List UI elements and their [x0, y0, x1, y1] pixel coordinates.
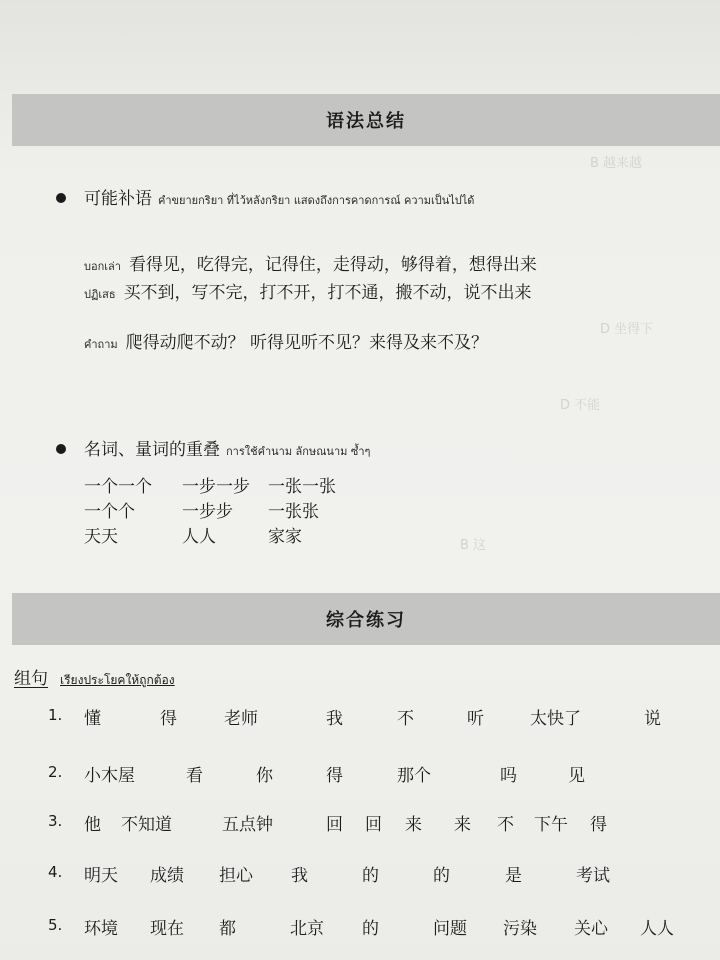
- word-tile: 都: [219, 919, 236, 939]
- bleed-through-text: B 这: [460, 538, 487, 553]
- row-text: 买不到，写不完，打不开，打不通，搬不动，说不出来: [123, 283, 532, 303]
- item-number: 2.: [48, 763, 63, 781]
- word-tile: 吗: [500, 766, 517, 786]
- bullet-icon: [56, 193, 66, 203]
- word-tile: 来: [454, 815, 471, 835]
- reduplication-cell: 一张张: [268, 502, 319, 522]
- section-title: 综合练习: [326, 610, 406, 631]
- exercise-title: 组句: [14, 669, 48, 689]
- word-tile: 那个: [397, 766, 431, 786]
- section-banner-grammar-summary: [12, 94, 720, 146]
- reduplication-cell: 一张一张: [268, 477, 336, 497]
- section-title: 语法总结: [326, 111, 406, 132]
- exercise-heading: [14, 664, 175, 690]
- item-number: 1.: [48, 706, 63, 724]
- word-tile: 问题: [433, 919, 467, 939]
- word-tile: 太快了: [530, 709, 581, 729]
- word-tile: 我: [326, 709, 343, 729]
- example-row-affirmative: [84, 250, 537, 275]
- word-tile: 现在: [150, 919, 184, 939]
- row-label: บอกเล่า: [84, 260, 121, 273]
- word-tile: 小木屋: [84, 766, 135, 786]
- item-number: 3.: [48, 812, 63, 830]
- row-label: คำถาม: [84, 338, 118, 351]
- word-tile: 说: [644, 709, 661, 729]
- section-banner-comprehensive-practice: [12, 593, 720, 645]
- word-tile: 不: [397, 709, 414, 729]
- word-tile: 他: [84, 815, 101, 835]
- word-tile: 的: [362, 866, 379, 886]
- reduplication-cell: 人人: [182, 527, 216, 547]
- item-number: 4.: [48, 863, 63, 881]
- row-label: ปฏิเสธ: [84, 288, 116, 301]
- word-tile: 的: [362, 919, 379, 939]
- word-tile: 听: [467, 709, 484, 729]
- reduplication-cell: 一个个: [84, 502, 135, 522]
- word-tile: 是: [505, 866, 522, 886]
- item-number: 5.: [48, 916, 63, 934]
- word-tile: 人人: [640, 919, 674, 939]
- word-tile: 成绩: [150, 866, 184, 886]
- word-tile: 明天: [84, 866, 118, 886]
- word-tile: 看: [186, 766, 203, 786]
- word-tile: 五点钟: [222, 815, 273, 835]
- word-tile: 你: [256, 766, 273, 786]
- word-tile: 环境: [84, 919, 118, 939]
- word-tile: 回: [326, 815, 343, 835]
- word-tile: 关心: [574, 919, 608, 939]
- word-tile: 见: [568, 766, 585, 786]
- word-tile: 污染: [503, 919, 537, 939]
- grammar-title: 可能补语: [84, 189, 152, 209]
- word-tile: 老师: [224, 709, 258, 729]
- word-tile: 回: [365, 815, 382, 835]
- word-tile: 的: [433, 866, 450, 886]
- bullet-icon: [56, 444, 66, 454]
- word-tile: 北京: [290, 919, 324, 939]
- bleed-through-text: D 坐得下: [600, 322, 654, 337]
- word-tile: 得: [326, 766, 343, 786]
- word-tile: 不知道: [121, 815, 172, 835]
- reduplication-cell: 一步步: [182, 502, 233, 522]
- word-tile: 我: [291, 866, 308, 886]
- example-row-negative: [84, 278, 532, 303]
- word-tile: 不: [497, 815, 514, 835]
- row-text: 看得见，吃得完，记得住，走得动，够得着，想得出来: [128, 255, 537, 275]
- reduplication-cell: 一个一个: [84, 477, 152, 497]
- word-tile: 得: [590, 815, 607, 835]
- exercise-description: เรียงประโยคให้ถูกต้อง: [60, 673, 175, 687]
- grammar-title: 名词、量词的重叠: [84, 440, 220, 460]
- word-tile: 考试: [576, 866, 610, 886]
- grammar-heading-reduplication: [84, 435, 370, 460]
- word-tile: 得: [160, 709, 177, 729]
- grammar-heading-potential-complement: [84, 184, 474, 209]
- word-tile: 懂: [84, 709, 101, 729]
- bleed-through-text: D 不能: [560, 398, 601, 413]
- word-tile: 来: [405, 815, 422, 835]
- reduplication-cell: 一步一步: [182, 477, 250, 497]
- example-row-question: [84, 328, 488, 353]
- grammar-description: คำขยายกริยา ที่ไว้หลังกริยา แสดงถึงการคาดการณ์ ความเป็นไปได้: [158, 194, 475, 207]
- grammar-description: การใช้คำนาม ลักษณนาม ซ้ำๆ: [226, 445, 371, 458]
- reduplication-cell: 家家: [268, 527, 302, 547]
- word-tile: 下午: [534, 815, 568, 835]
- reduplication-cell: 天天: [84, 527, 118, 547]
- row-text: 爬得动爬不动？ 听得见听不见？来得及来不及？: [125, 333, 489, 353]
- word-tile: 担心: [219, 866, 253, 886]
- bleed-through-text: B 越来越: [590, 156, 643, 171]
